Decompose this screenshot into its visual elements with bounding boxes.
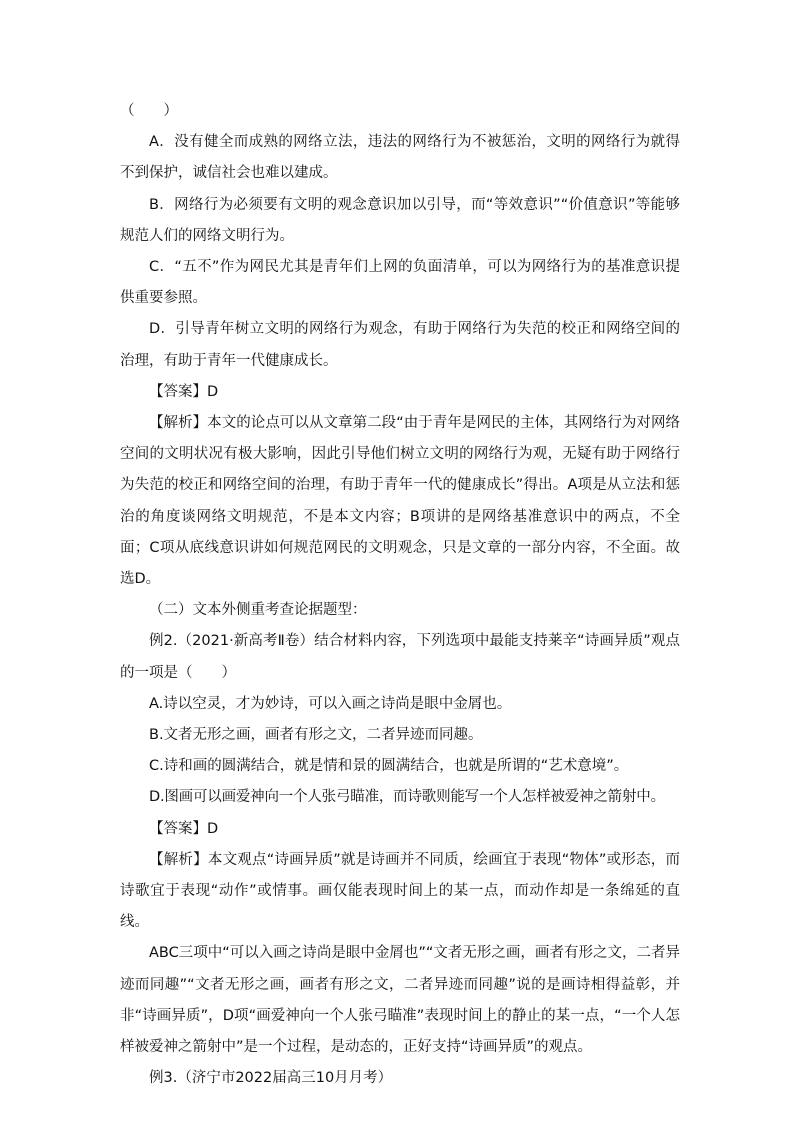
option-c: C．“五不”作为网民尤其是青年们上网的负面清单，可以为网络行为的基准意识提供重要参照。 (120, 259, 680, 307)
example-2-option-d: D.图画可以画爱神向一个人张弓瞄准，而诗歌则能写一个人怎样被爱神之箭射中。 (149, 789, 665, 806)
option-d: D．引导青年树立文明的网络行为观念，有助于网络行为失范的校正和网络空间的治理，有助于青年一代健康成长。 (120, 321, 680, 369)
answer-1: 【答案】D (149, 383, 219, 400)
example-3-heading: 例3.（济宁市2022届高三10月月考） (149, 1070, 393, 1087)
example-2-option-b: B.文者无形之画，画者有形之文，二者异迹而同趣。 (149, 727, 483, 744)
section-heading-2: （二）文本外侧重考查论据题型： (149, 602, 367, 619)
answer-2: 【答案】D (149, 820, 219, 837)
example-2-option-c: C.诗和画的圆满结合，就是情和景的圆满结合，也就是所谓的“艺术意境”。 (149, 758, 629, 775)
analysis-2-continued: ABC三项中“可以入画之诗尚是眼中金屑也”“文者无形之画，画者有形之文，二者异迹而同趣”“文者无形之画，画者有形之文，二者异迹而同趣”说的是画诗相得益彰，并非“诗画异质”，D项“画爱神向一个人张弓瞄准”表现时间上的静止的某一点，“一个人怎样被爱神之箭射中”是一个过程，是动态的，正好支持“诗画异质”的观点。 (120, 945, 680, 1056)
example-2-question: 例2.（2021·新高考Ⅱ卷）结合材料内容，下列选项中最能支持莱辛“诗画异质”观点的一项是（ ） (120, 633, 680, 681)
option-b: B．网络行为必须要有文明的观念意识加以引导，而“等效意识”“价值意识”等能够规范人们的网络文明行为。 (120, 196, 680, 244)
document-body (120, 96, 680, 1095)
example-2-option-a: A.诗以空灵，才为妙诗，可以入画之诗尚是眼中金屑也。 (149, 695, 512, 712)
option-a: A．没有健全而成熟的网络立法，违法的网络行为不被惩治，文明的网络行为就得不到保护，诚信社会也难以建成。 (120, 134, 680, 182)
question-blank-paren: （ ） (120, 103, 178, 119)
analysis-1: 【解析】本文的论点可以从文章第二段“由于青年是网民的主体，其网络行为对网络空间的文明状况有极大影响，因此引导他们树立文明的网络行为观，无疑有助于网络行为失范的校正和网络空间的治理，有助于青年一代的健康成长”得出。A项是从立法和惩治的角度谈网络文明规范，不是本文内容；B项讲的是网络基准意识中的两点，不全面；C项从底线意识讲如何规范网民的文明观念，只是文章的一部分内容，不全面。故选D。 (120, 415, 680, 588)
analysis-2: 【解析】本文观点“诗画异质”就是诗画并不同质，绘画宜于表现“物体”或形态，而诗歌宜于表现“动作”或情事。画仅能表现时间上的某一点，而动作却是一条绵延的直线。 (120, 851, 680, 931)
